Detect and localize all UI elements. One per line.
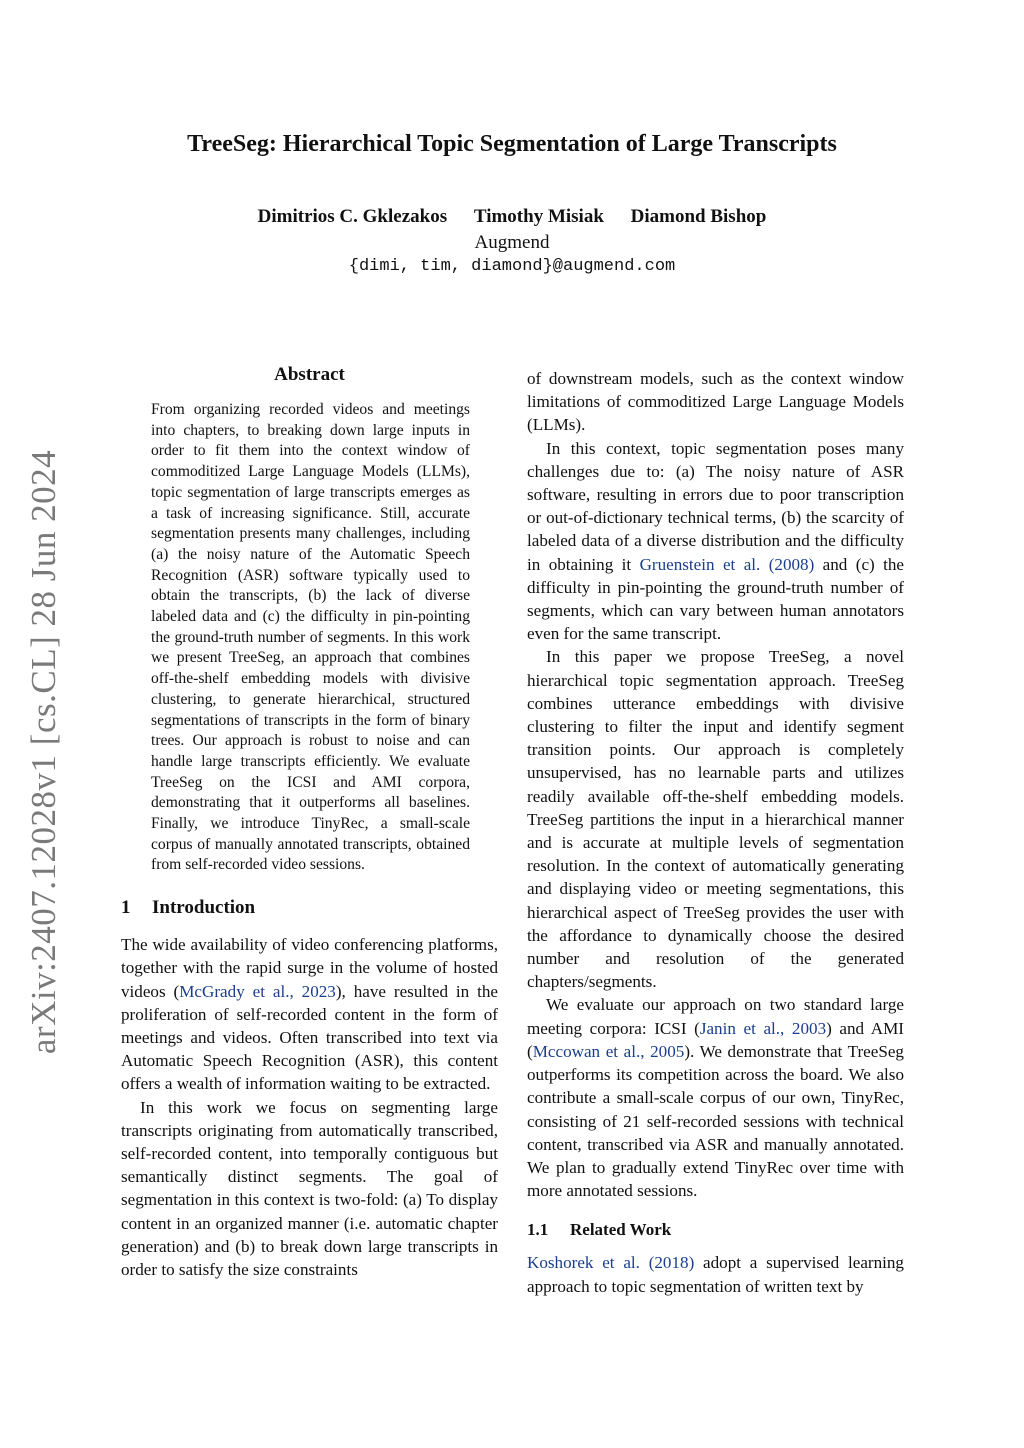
intro-paragraph xyxy=(121,933,498,1095)
author-email: {dimi, tim, diamond}@augmend.com xyxy=(348,257,676,276)
paragraph-text: ), have resulted in the proliferation of self-recorded content in the form of meetings and videos. Often transcribed into text via Automatic Speech Recognition (ASR), this content offers a wealth of information waiting to be extracted. xyxy=(121,981,498,1094)
intro-paragraph xyxy=(527,993,904,1202)
related-work-paragraph xyxy=(527,1251,904,1297)
paragraph-text: We evaluate our approach on two standard large meeting corpora: ICSI ( xyxy=(527,995,904,1038)
citation-link[interactable]: Gruenstein et al. (2008) xyxy=(639,554,815,574)
section-number: 1.1 xyxy=(527,1220,549,1240)
intro-paragraph-continued: of downstream models, such as the context window limitations of commoditized Large Language Models (LLMs). xyxy=(527,369,904,435)
intro-paragraph: In this work we focus on segmenting large transcripts originating from automatically transcribed, self-recorded content, into temporally contiguous but semantically distinct segments. The goal of segmentation in this context is two-fold: (a) To display content in an organized manner (i.e. automatic chapter generation) and (b) to break down large transcripts in order to satisfy the size constraints xyxy=(121,1097,498,1280)
arxiv-identifier: arXiv:2407.12028v1 [cs.CL] 28 Jun 2024 xyxy=(24,449,63,1055)
affiliation: Augmend xyxy=(474,232,550,253)
paragraph-text: and (c) the difficulty in pin-pointing the ground-truth number of segments, which can vary between human annotators even for the same transcript. xyxy=(527,554,905,644)
paragraph-text: ). We demonstrate that TreeSeg outperforms its competition across the board. We also contribute a small-scale corpus of our own, TinyRec, consisting of 21 self-recorded sessions with technical content, transcribed via ASR and manually annotated. We plan to gradually extend TinyRec over time with more annotated sessions. xyxy=(527,1041,904,1201)
left-column xyxy=(121,364,498,1281)
section-heading-related-work xyxy=(527,1220,904,1240)
section-number: 1 xyxy=(121,897,131,919)
abstract-heading: Abstract xyxy=(274,364,345,385)
intro-paragraph xyxy=(527,437,904,646)
section-title: Related Work xyxy=(570,1220,672,1240)
paper-title: TreeSeg: Hierarchical Topic Segmentation of Large Transcripts xyxy=(187,131,837,157)
paragraph-text: adopt a supervised learning approach to topic segmentation of written text by xyxy=(527,1253,904,1296)
paragraph-text: In this context, topic segmentation poses many challenges due to: (a) The noisy nature of ASR software, resulting in errors due to poor transcription or out-of-dictionary technical terms, (b) the scarcity of labeled data of a diverse distribution and the difficulty in obtaining it xyxy=(527,438,904,574)
citation-link[interactable]: Mccowan et al., 2005 xyxy=(532,1041,685,1061)
author-name: Diamond Bishop xyxy=(630,206,767,227)
author-name: Timothy Misiak xyxy=(473,206,604,227)
abstract-text: From organizing recorded videos and meetings into chapters, to breaking down large inputs in order to fit them into the context window of commoditized Large Language Models (LLMs), topic segmentation of large transcripts emerges as a task of increasing significance. Still, accurate segmentation presents many challenges, including (a) the noisy nature of the Automatic Speech Recognition (ASR) software typically used to obtain the transcripts, (b) the lack of diverse labeled data and (c) the difficulty in pin-pointing the ground-truth number of segments. In this work we present TreeSeg, an approach that combines off-the-shelf embedding models with divisive clustering, to generate hierarchical, structured segmentations of transcripts in the form of binary trees. Our approach is robust to noise and can handle large transcripts efficiently. We evaluate TreeSeg on the ICSI and AMI corpora, demonstrating that it outperforms all baselines. Finally, we introduce TinyRec, a small-scale corpus of manually annotated transcripts, obtained from self-recorded video sessions. xyxy=(151,401,470,874)
author-name: Dimitrios C. Gklezakos xyxy=(257,206,448,227)
right-column xyxy=(527,367,904,1298)
intro-paragraph: In this paper we propose TreeSeg, a novel hierarchical topic segmentation approach. TreeSeg combines utterance embeddings with divisive clustering to filter the input and identify segment transition points. Our approach is completely unsupervised, has no learnable parts and utilizes readily available off-the-shelf embedding models. TreeSeg partitions the input in a hierarchical manner and is accurate at multiple levels of segmentation resolution. In the context of automatically generating and displaying video or meeting segmentations, this hierarchical aspect of TreeSeg provides the user with the affordance to dynamically choose the desired number and resolution of the generated chapters/segments. xyxy=(527,647,904,992)
citation-link[interactable]: Janin et al., 2003 xyxy=(699,1018,827,1038)
author-list xyxy=(0,206,1024,228)
citation-link[interactable]: McGrady et al., 2023 xyxy=(179,981,336,1001)
citation-link[interactable]: Koshorek et al. (2018) xyxy=(527,1253,695,1273)
section-title: Introduction xyxy=(152,897,256,919)
paragraph-text: ) and AMI ( xyxy=(527,1018,904,1061)
section-heading-introduction xyxy=(121,897,498,919)
paragraph-text: The wide availability of video conferencing platforms, together with the rapid surge in the volume of hosted videos ( xyxy=(121,935,498,1001)
